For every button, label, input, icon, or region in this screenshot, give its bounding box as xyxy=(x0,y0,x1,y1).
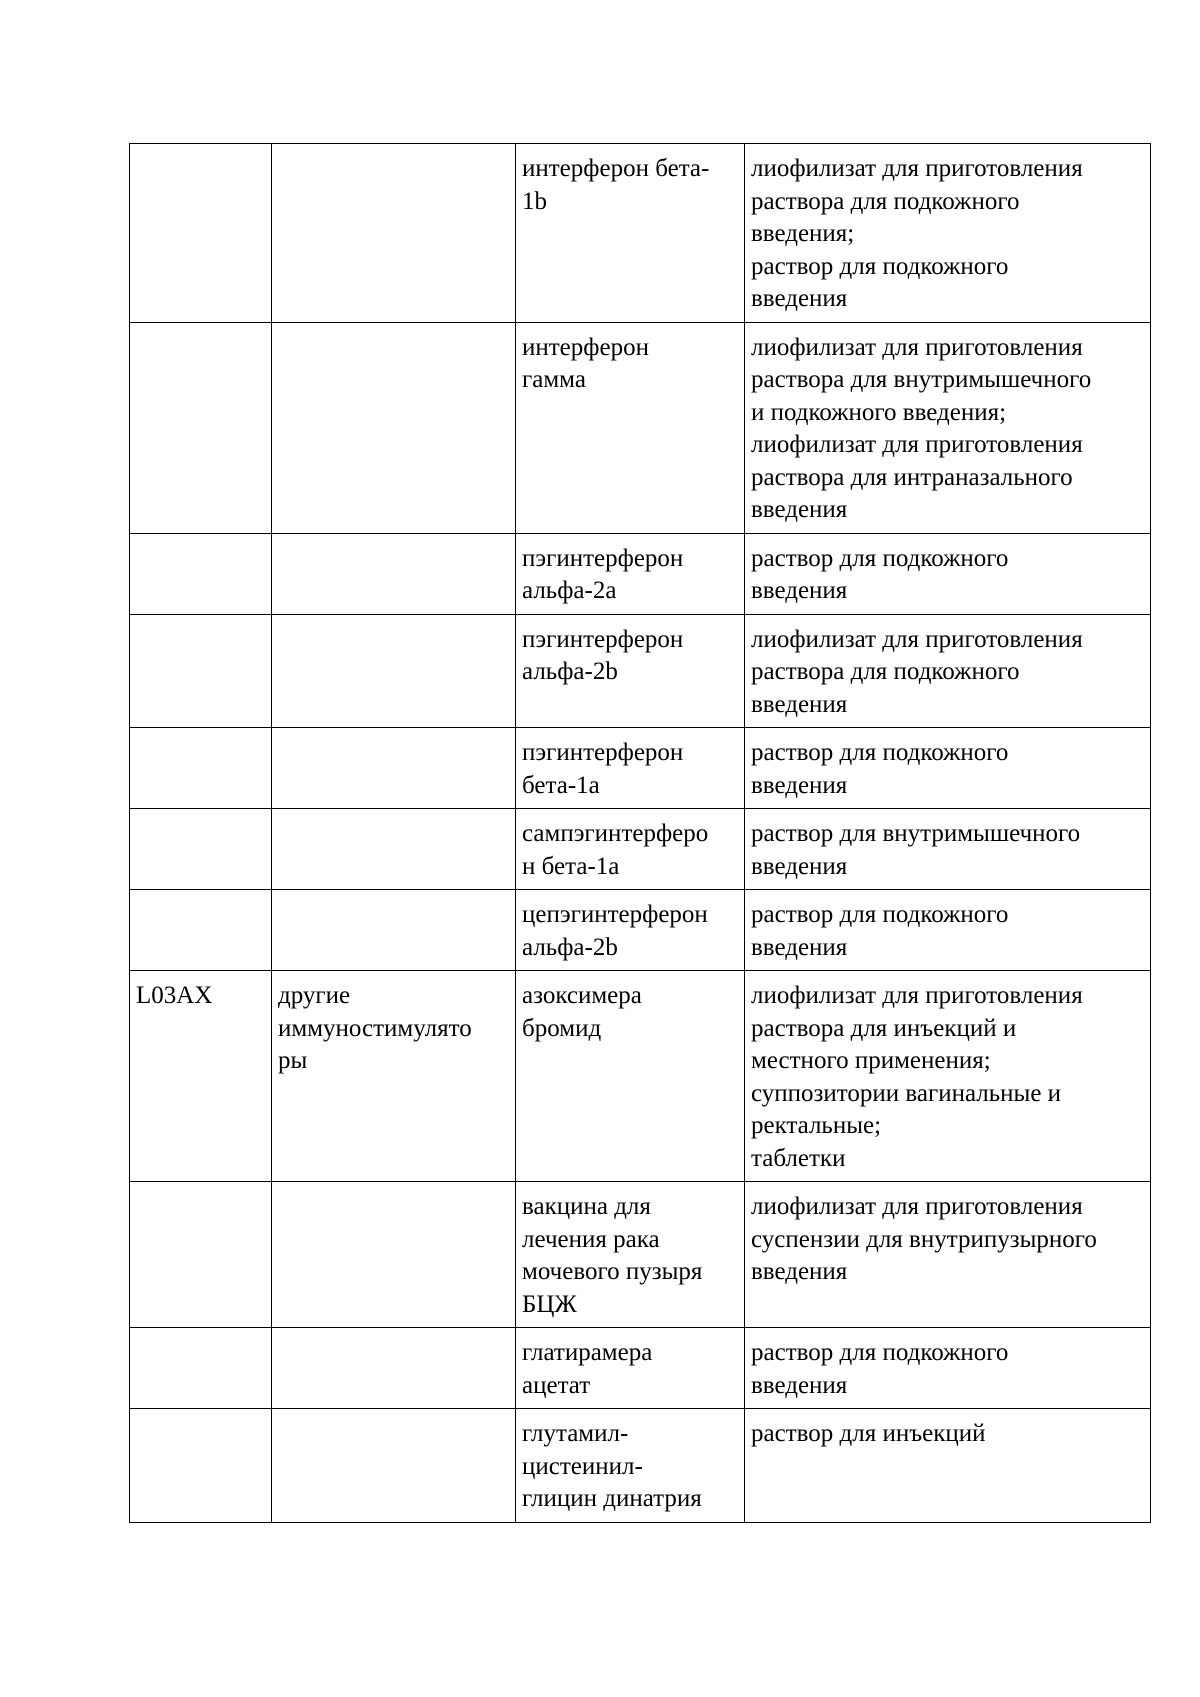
cell-text-line: лиофилизат для приготовления xyxy=(751,155,1083,182)
drug-name-cell xyxy=(516,890,745,971)
group-name-cell xyxy=(272,971,516,1182)
group-name-cell xyxy=(272,614,516,728)
cell-text-line: лиофилизат для приготовления xyxy=(751,1193,1083,1220)
cell-text-line: раствор для подкожного xyxy=(751,739,1009,766)
cell-text-line: лиофилизат для приготовления xyxy=(751,333,1083,361)
group-name-cell xyxy=(272,1409,516,1523)
cell-text-line: альфа-2b xyxy=(522,658,618,685)
cell-text-line: введения xyxy=(751,690,848,718)
cell-text-line: введения xyxy=(751,577,848,604)
cell-text-line: лиофилизат для приготовления xyxy=(751,982,1083,1009)
cell-text-line: пэгинтерферон xyxy=(522,625,684,653)
group-name-cell xyxy=(272,890,516,971)
cell-text-line: сампэгинтерферо xyxy=(522,820,709,847)
cell-text-line: раствор для подкожного xyxy=(751,544,1009,572)
group-name-cell xyxy=(272,1182,516,1328)
cell-text-line: мочевого пузыря xyxy=(522,1258,703,1285)
group-name-cell xyxy=(272,728,516,809)
table-row xyxy=(130,728,1151,809)
cell-text-line: введения xyxy=(751,1258,848,1285)
cell-text-line: введения xyxy=(751,496,848,523)
atc-code-cell xyxy=(130,1409,272,1523)
cell-text-line: раствор для подкожного xyxy=(751,901,1009,928)
cell-text-line: введения xyxy=(751,852,848,880)
atc-code-cell xyxy=(130,971,272,1182)
dosage-forms-cell xyxy=(745,1182,1151,1328)
atc-code-cell xyxy=(130,1328,272,1409)
cell-text-line: цепэгинтерферон xyxy=(522,901,708,928)
cell-text-line: раствора для внутримышечного xyxy=(751,366,1092,393)
cell-text-line: пэгинтерферон xyxy=(522,544,684,572)
cell-text-line: альфа-2b xyxy=(522,933,618,961)
cell-text-line: интерферон xyxy=(522,333,649,361)
atc-code-cell xyxy=(130,144,272,323)
table-row xyxy=(130,322,1151,533)
cell-text-line: другие xyxy=(278,982,351,1009)
atc-code-cell xyxy=(130,1182,272,1328)
cell-text-line: лиофилизат для приготовления xyxy=(751,625,1083,653)
atc-code-cell xyxy=(130,728,272,809)
drug-name-cell xyxy=(516,1409,745,1523)
drug-name-cell xyxy=(516,971,745,1182)
table-row xyxy=(130,1328,1151,1409)
table-row xyxy=(130,890,1151,971)
cell-text-line: ацетат xyxy=(522,1371,591,1399)
table-row xyxy=(130,533,1151,614)
cell-text-line: вакцина для xyxy=(522,1193,651,1220)
cell-text-line: и подкожного введения; xyxy=(751,398,1007,426)
drug-name-cell xyxy=(516,533,745,614)
table-row xyxy=(130,1182,1151,1328)
cell-text-line: суппозитории вагинальные и xyxy=(751,1079,1062,1107)
cell-text-line: L03AX xyxy=(136,982,213,1009)
table-row xyxy=(130,614,1151,728)
cell-text-line: введения xyxy=(751,285,848,312)
cell-text-line: гамма xyxy=(522,366,586,393)
dosage-forms-cell xyxy=(745,322,1151,533)
cell-text-line: раствор для подкожного xyxy=(751,252,1009,280)
table-row xyxy=(130,144,1151,323)
cell-text-line: раствор для подкожного xyxy=(751,1339,1009,1366)
cell-text-line: лечения рака xyxy=(522,1225,660,1253)
group-name-cell xyxy=(272,1328,516,1409)
cell-text-line: введения; xyxy=(751,220,855,247)
dosage-forms-cell xyxy=(745,890,1151,971)
dosage-forms-cell xyxy=(745,533,1151,614)
drug-name-cell xyxy=(516,809,745,890)
cell-text-line: введения xyxy=(751,1371,848,1399)
cell-text-line: глутамил- xyxy=(522,1420,629,1447)
atc-code-cell xyxy=(130,890,272,971)
cell-text-line: раствора для инъекций и xyxy=(751,1014,1017,1042)
cell-text-line: введения xyxy=(751,771,848,799)
dosage-forms-cell xyxy=(745,728,1151,809)
group-name-cell xyxy=(272,322,516,533)
cell-text-line: ректальные; xyxy=(751,1112,882,1139)
cell-text-line: пэгинтерферон xyxy=(522,739,684,766)
atc-code-cell xyxy=(130,322,272,533)
dosage-forms-cell xyxy=(745,614,1151,728)
cell-text-line: таблетки xyxy=(751,1144,846,1172)
cell-text-line: глатирамера xyxy=(522,1339,653,1366)
cell-text-line: раствора для подкожного xyxy=(751,658,1020,685)
drug-name-cell xyxy=(516,1182,745,1328)
atc-code-cell xyxy=(130,533,272,614)
cell-text-line: раствор для инъекций xyxy=(751,1420,986,1447)
drug-name-cell xyxy=(516,614,745,728)
atc-code-cell xyxy=(130,809,272,890)
cell-text-line: альфа-2a xyxy=(522,577,617,604)
dosage-forms-cell xyxy=(745,1409,1151,1523)
cell-text-line: раствора для подкожного xyxy=(751,187,1020,215)
cell-text-line: лиофилизат для приготовления xyxy=(751,431,1083,458)
cell-text-line: 1b xyxy=(522,187,547,215)
table-body xyxy=(130,144,1151,1523)
drug-name-cell xyxy=(516,1328,745,1409)
cell-text-line: н бета-1a xyxy=(522,852,620,880)
cell-text-line: суспензии для внутрипузырного xyxy=(751,1225,1097,1253)
cell-text-line: раствора для интраназального xyxy=(751,463,1073,491)
cell-text-line: бета-1a xyxy=(522,771,600,799)
group-name-cell xyxy=(272,809,516,890)
cell-text-line: интерферон бета- xyxy=(522,155,710,182)
drug-name-cell xyxy=(516,728,745,809)
dosage-forms-cell xyxy=(745,144,1151,323)
cell-text-line: цистеинил- xyxy=(522,1452,643,1480)
cell-text-line: ры xyxy=(278,1047,308,1074)
group-name-cell xyxy=(272,533,516,614)
cell-text-line: раствор для внутримышечного xyxy=(751,820,1081,847)
cell-text-line: введения xyxy=(751,933,848,961)
atc-code-cell xyxy=(130,614,272,728)
cell-text-line: местного применения; xyxy=(751,1047,991,1074)
cell-text-line: иммуностимулято xyxy=(278,1014,472,1042)
cell-text-line: глицин динатрия xyxy=(522,1485,702,1512)
drug-name-cell xyxy=(516,144,745,323)
table-row xyxy=(130,1409,1151,1523)
cell-text-line: БЦЖ xyxy=(522,1290,577,1318)
drug-name-cell xyxy=(516,322,745,533)
dosage-forms-cell xyxy=(745,1328,1151,1409)
group-name-cell xyxy=(272,144,516,323)
cell-text-line: бромид xyxy=(522,1014,602,1042)
table-row xyxy=(130,809,1151,890)
dosage-forms-cell xyxy=(745,971,1151,1182)
cell-text-line: азоксимера xyxy=(522,982,642,1009)
table-row xyxy=(130,971,1151,1182)
dosage-forms-cell xyxy=(745,809,1151,890)
drug-list-table xyxy=(129,143,1151,1523)
